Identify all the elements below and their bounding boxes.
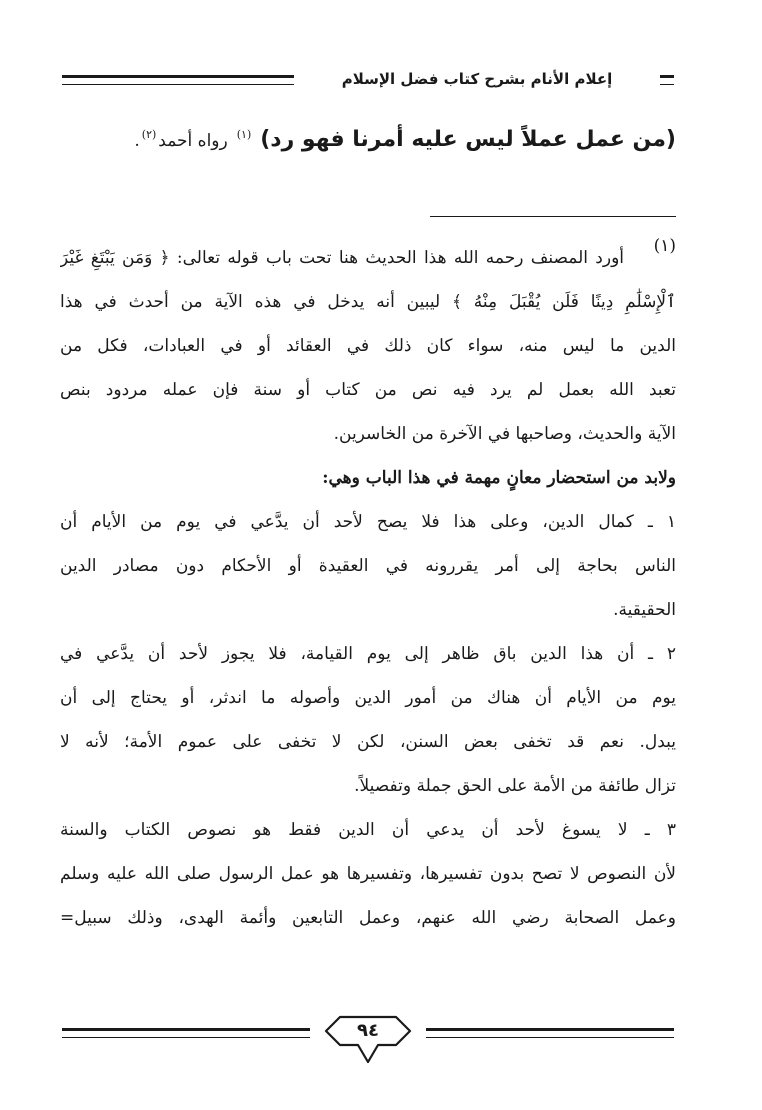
header-rule-right <box>660 75 674 85</box>
footnote-subheading: ولابد من استحضار معانٍ مهمة في هذا الباب وهي: <box>322 468 676 488</box>
page-footer <box>62 1012 674 1072</box>
footnote-line: ٱلْإِسْلَٰمِ دِينًا فَلَن يُقْبَلَ مِنْهُ ﴾ ليبين أنه يدخل في هذه الآية من أحدث في هذا <box>60 292 676 312</box>
header-rule-left <box>62 75 294 85</box>
footnote-body <box>60 236 676 976</box>
footnote-line: الآية والحديث، وصاحبها في الآخرة من الخاسرين. <box>333 424 676 444</box>
footnote-line: الناس بحاجة إلى أمر يقررونه في العقيدة أو الأحكام دون مصادر الدين <box>60 556 676 576</box>
footnote-line: أورد المصنف رحمه الله هذا الحديث هنا تحت باب قوله تعالى: ﴿ وَمَن يَبْتَغِ غَيْرَ <box>60 248 624 268</box>
footnote-line: وعمل الصحابة رضي الله عنهم، وعمل التابعين وأئمة الهدى، وذلك سبيل= <box>60 908 676 928</box>
footer-rule-right <box>426 1028 674 1038</box>
footnote-line: تعبد الله بعمل لم يرد فيه نص من كتاب أو سنة فإن عمله مردود بنص <box>60 380 676 400</box>
hadith-narrator: رواه أحمد <box>158 131 228 151</box>
footnote-line: ٣ ـ لا يسوغ لأحد أن يدعي أن الدين فقط هو نصوص الكتاب والسنة <box>60 820 676 840</box>
footnote-line: تزال طائفة من الأمة على الحق جملة وتفصيلاً. <box>354 776 676 796</box>
hadith-quote: (من عمل عملاً ليس عليه أمرنا فهو رد) <box>260 127 676 152</box>
footnote-line: لأن النصوص لا تصح بدون تفسيرها، وتفسيرها هو عمل الرسول صلى الله عليه وسلم <box>60 864 676 884</box>
footnote-line: يوم من الأيام أن هناك من أمور الدين وأصوله ما اندثر، أو يحتاج إلى أن <box>60 688 676 708</box>
page-number-badge <box>320 1012 416 1066</box>
footnote-separator <box>430 216 676 217</box>
footnote-line: ١ ـ كمال الدين، وعلى هذا فلا يصح لأحد أن يدَّعي في يوم من الأيام أن <box>60 512 676 532</box>
footer-rule-left <box>62 1028 310 1038</box>
footnote-line: يبدل. نعم قد تخفى بعض السنن، لكن لا تخفى على عموم الأمة؛ لأنه لا <box>60 732 676 752</box>
footnote-line: ٢ ـ أن هذا الدين باق ظاهر إلى يوم القيامة، فلا يجوز لأحد أن يدَّعي في <box>60 644 676 664</box>
footnote-ref-1[interactable]: (١) <box>236 127 252 141</box>
page-number: ٩٤ <box>357 1020 379 1041</box>
footnote-line: الحقيقية. <box>613 600 676 620</box>
footnote-line: الدين ما ليس منه، سواء كان ذلك في العقائد أو في العبادات، فكل من <box>60 336 676 356</box>
hadith-text-block <box>76 120 676 161</box>
book-title: إعلام الأنام بشرح كتاب فضل الإسلام <box>341 70 613 88</box>
running-header <box>62 66 674 96</box>
hadith-end: . <box>134 131 140 151</box>
footnote-ref-2[interactable]: (٢) <box>141 127 157 141</box>
footnote-marker: (١) <box>653 236 676 256</box>
